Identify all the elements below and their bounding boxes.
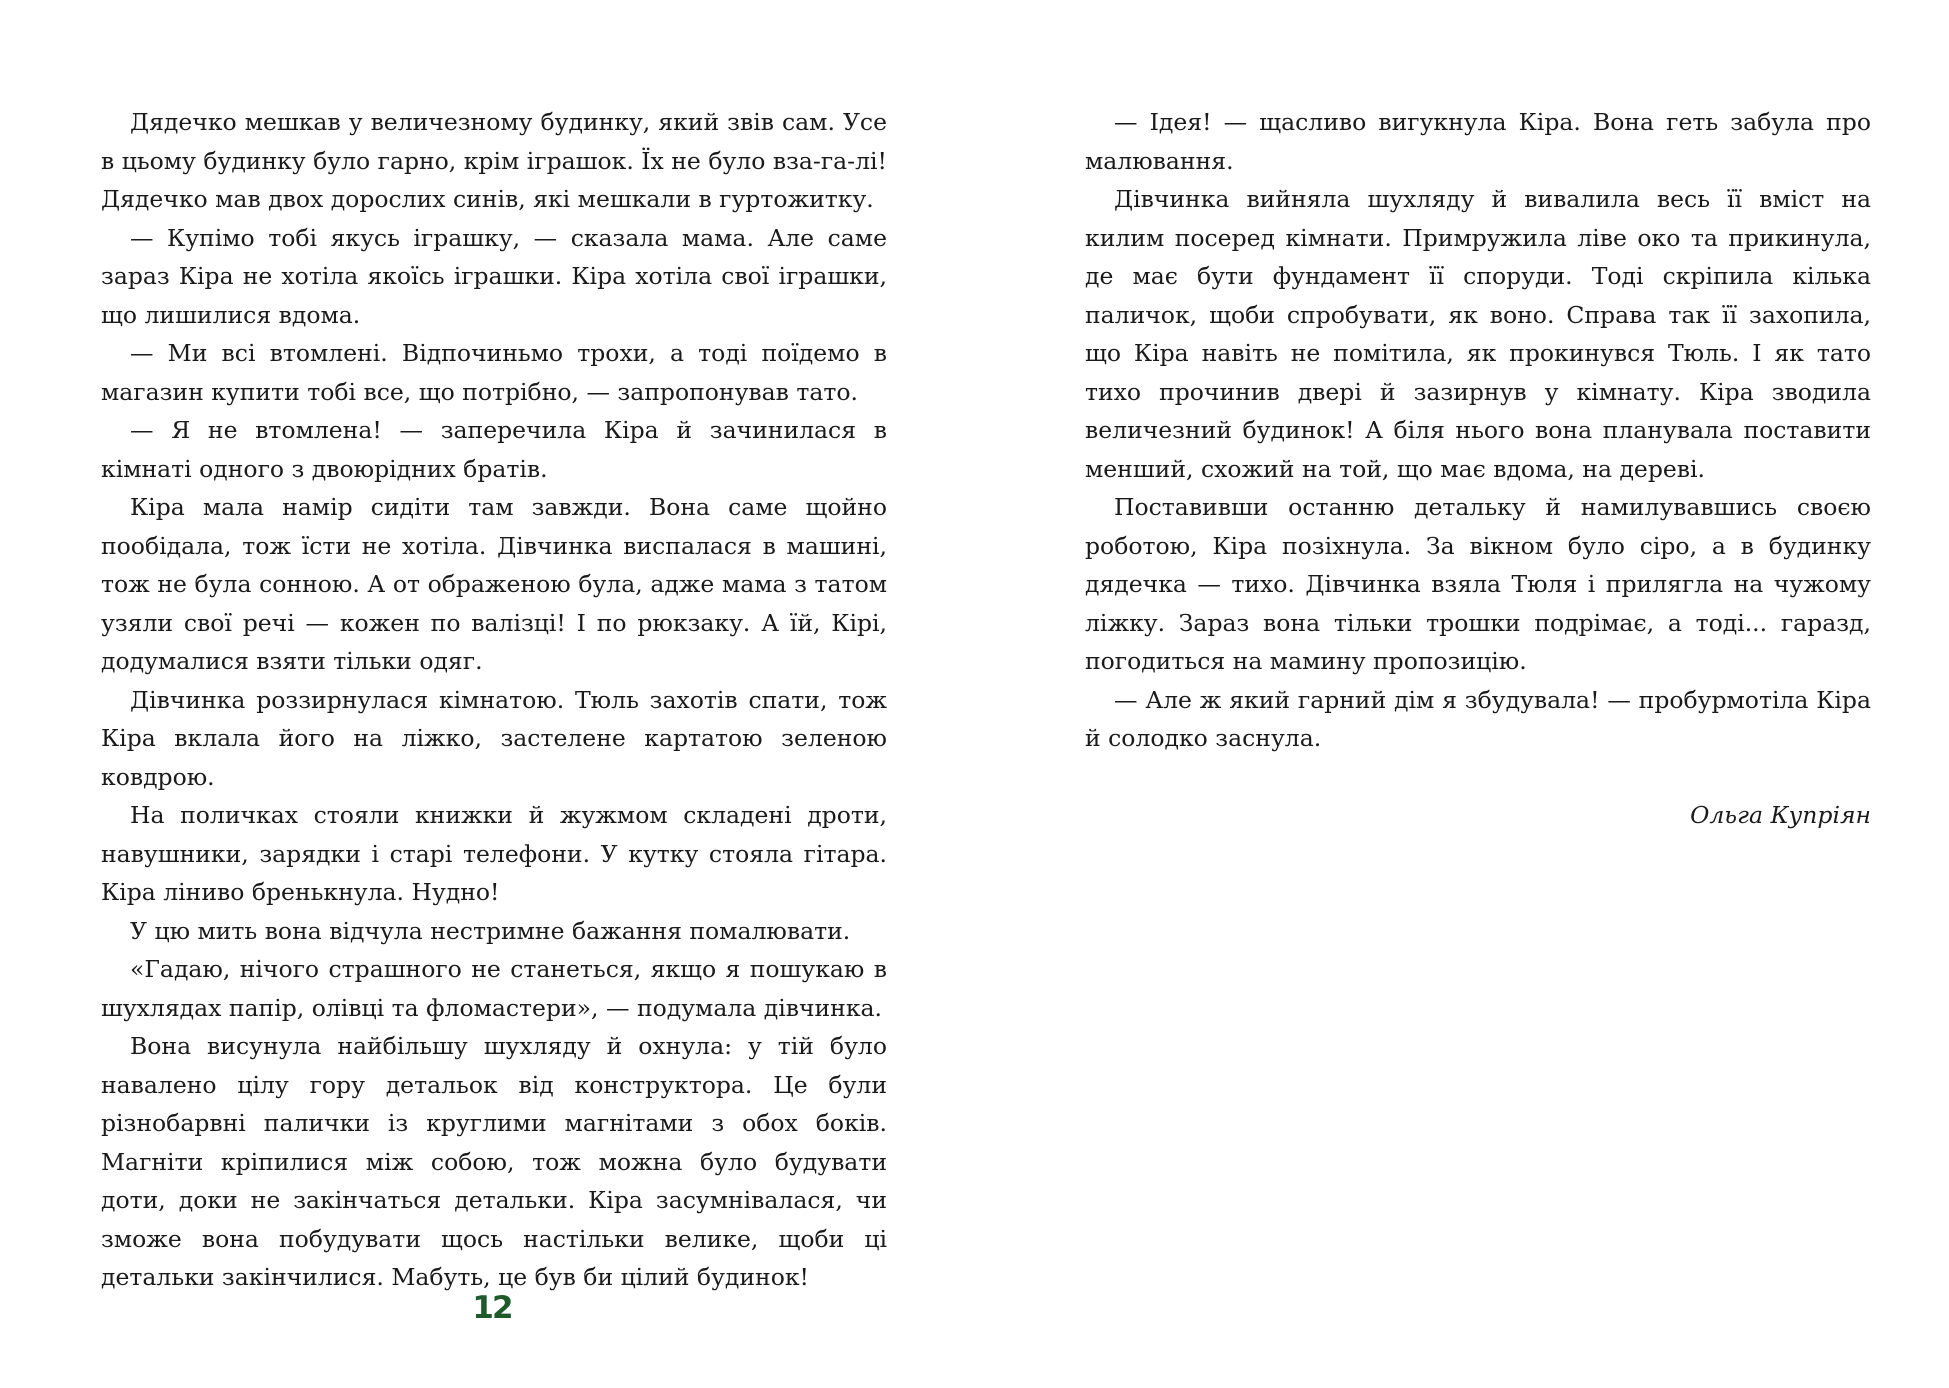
paragraph: Дівчинка вийняла шухляду й вивалила весь її вміст на килим посеред кімнати. Примружила ліве око та прикинула, де має бути фундамент її споруди. Тоді скріпила кілька паличок, щоби спробувати, як воно. Справа так її захопила, що Кіра навіть не помітила, як прокинувся Тюль. І як тато тихо прочинив двері й зазирнув у кімнату. Кіра зводила величезний будинок! А біля нього вона планувала поставити менший, схожий на той, що має вдома, на дереві.: [1085, 185, 1871, 483]
paragraph: Вона висунула найбільшу шухляду й охнула: у тій було навалено цілу гору детальок від конструктора. Це були різнобарвні палички із круглими магнітами з обох боків. Магніти кріпилися між собою, тож можна було будувати доти, доки не закінчаться детальки. Кіра засумнівалася, чи зможе вона побудувати щось настільки велике, щоби ці детальки закінчилися. Мабуть, це був би цілий будинок!: [101, 1032, 887, 1291]
left-page: [101, 103, 887, 1297]
paragraph: — Я не втомлена! — заперечила Кіра й зачинилася в кімнаті одного з двоюрідних братів.: [101, 416, 887, 483]
paragraph: Поставивши останню детальку й намилувавшись своєю роботою, Кіра позіхнула. За вікном було сіро, а в будинку дядечка — тихо. Дівчинка взяла Тюля і прилягла на чужому ліжку. Зараз вона тільки трошки подрімає, а тоді... гаразд, погодиться на мамину пропозицію.: [1085, 493, 1871, 675]
page-number: 12: [472, 1290, 512, 1326]
right-page: [1085, 103, 1871, 834]
paragraph: «Гадаю, нічого страшного не станеться, якщо я пошукаю в шухлядах папір, олівці та фломастери», — подумала дівчинка.: [101, 955, 887, 1022]
paragraph: — Ідея! — щасливо вигукнула Кіра. Вона геть забула про малювання.: [1085, 108, 1871, 175]
paragraph: Кіра мала намір сидіти там завжди. Вона саме щойно пообідала, тож їсти не хотіла. Дівчинка виспалася в машині, тож не була сонною. А от ображеною була, адже мама з татом узяли свої речі — кожен по валізці! І по рюкзаку. А їй, Кірі, додумалися взяти тільки одяг.: [101, 493, 887, 675]
paragraph: На поличках стояли книжки й жужмом складені дроти, навушники, зарядки і старі телефони. У кутку стояла гітара. Кіра ліниво бренькнула. Нудно!: [101, 801, 887, 906]
paragraph: — Ми всі втомлені. Відпочиньмо трохи, а тоді поїдемо в магазин купити тобі все, що потрібно, — запропонував тато.: [101, 339, 887, 406]
paragraph: Дядечко мешкав у величезному будинку, який звів сам. Усе в цьому будинку було гарно, крім іграшок. Їх не було вза-га-лі! Дядечко мав двох дорослих синів, які мешкали в гуртожитку.: [101, 108, 887, 213]
paragraph: У цю мить вона відчула нестримне бажання помалювати.: [130, 916, 851, 945]
paragraph: — Купімо тобі якусь іграшку, — сказала мама. Але саме зараз Кіра не хотіла якоїсь іграшки. Кіра хотіла свої іграшки, що лишилися вдома.: [101, 223, 887, 329]
author-signature: Ольга Купріян: [1690, 800, 1871, 829]
paragraph: — Але ж який гарний дім я збудувала! — пробурмотіла Кіра й солодко заснула.: [1085, 685, 1871, 752]
paragraph: Дівчинка роззирнулася кімнатою. Тюль захотів спати, тож Кіра вклала його на ліжко, застелене картатою зеленою ковдрою.: [101, 685, 887, 791]
